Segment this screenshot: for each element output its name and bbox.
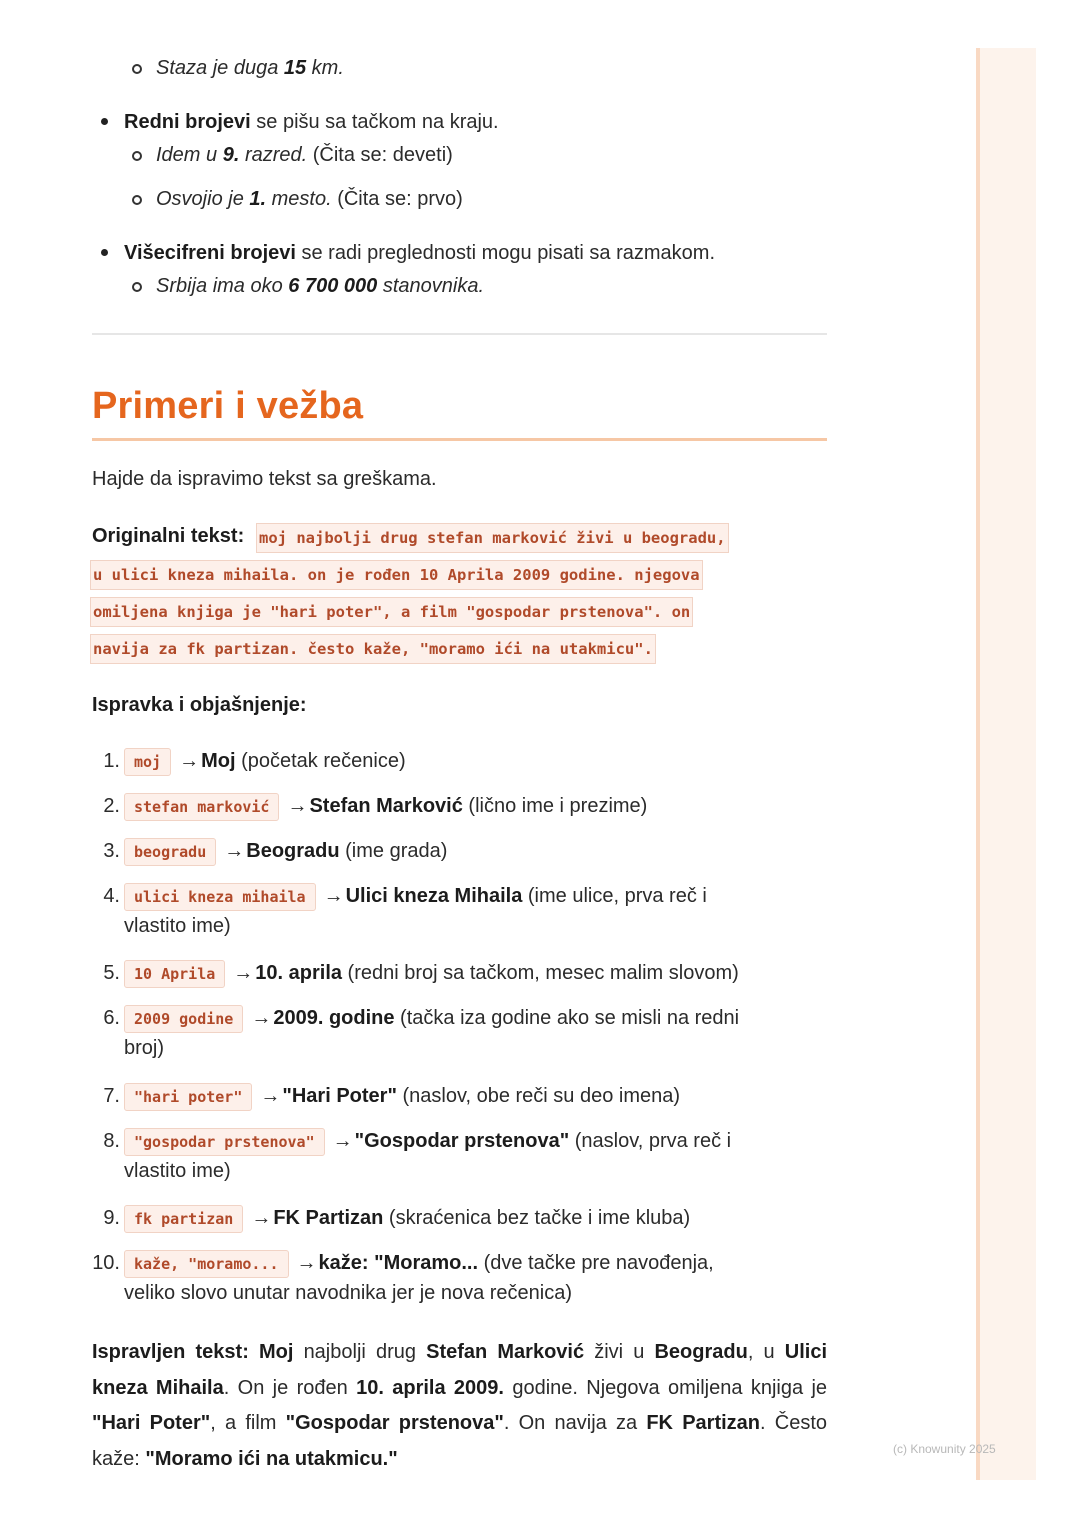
original-line-4: navija za fk partizan. često kaže, "moramo ići na utakmicu". xyxy=(90,634,656,664)
correct-text: FK Partizan xyxy=(273,1207,384,1229)
list-item xyxy=(103,836,824,866)
label: Originalni tekst: xyxy=(92,525,245,547)
explanation-cont: broj) xyxy=(124,1037,165,1059)
text: Srbija ima oko xyxy=(156,275,289,297)
explanation: (skraćenica bez tačke i ime kluba) xyxy=(383,1207,691,1229)
fixed-bold: Stefan Marković xyxy=(426,1341,585,1363)
item-number: 9. xyxy=(103,1207,120,1229)
arrow-icon: → xyxy=(179,750,200,772)
fixed-text: najbolji drug xyxy=(293,1341,427,1363)
correct-text: Moj xyxy=(201,750,236,772)
sub-bullet-srbija xyxy=(156,271,484,301)
sub-bullet-osvojio xyxy=(156,184,463,214)
text: Idem u xyxy=(156,144,223,166)
list-item xyxy=(103,791,824,821)
wrong-code: "gospodar prstenova" xyxy=(124,1128,325,1156)
explanation-cont: veliko slovo unutar navodnika jer je nova rečenica) xyxy=(124,1282,573,1304)
bullet-term: Redni brojevi xyxy=(124,111,251,133)
list-item xyxy=(103,1081,824,1111)
list-item xyxy=(92,1248,824,1308)
arrow-icon: → xyxy=(287,795,308,817)
label: Ispravka i objašnjenje: xyxy=(92,694,307,716)
fixed-text: godine. Njegova omiljena knjiga je xyxy=(503,1376,828,1399)
wrong-code: ulici kneza mihaila xyxy=(124,883,316,911)
divider xyxy=(92,333,827,335)
fixed-text-paragraph xyxy=(92,1335,827,1477)
text: mesto. xyxy=(266,188,332,210)
bullet-term: Višecifreni brojevi xyxy=(124,242,296,264)
bullet-redni-brojevi xyxy=(124,107,499,137)
wrong-code: fk partizan xyxy=(124,1205,243,1233)
fixed-text: . Često kaže: xyxy=(92,1412,828,1470)
correct-text: kaže: "Moramo... xyxy=(318,1252,479,1274)
arrow-icon: → xyxy=(251,1007,272,1029)
explanation: (redni broj sa tačkom, mesec malim slovom) xyxy=(342,962,739,984)
fixed-bold: FK Partizan xyxy=(646,1412,761,1434)
arrow-icon: → xyxy=(251,1207,272,1229)
fixed-text: . On je rođen xyxy=(223,1376,357,1399)
correct-text: "Gospodar prstenova" xyxy=(354,1130,570,1152)
section-title: Primeri i vežba xyxy=(92,385,364,427)
correct-text: Beogradu xyxy=(246,840,340,862)
intro-text: Hajde da ispravimo tekst sa greškama. xyxy=(92,468,437,490)
explanation: (početak rečenice) xyxy=(235,750,406,772)
fixed-text: . On navija za xyxy=(503,1412,647,1434)
text: Osvojio je xyxy=(156,188,250,210)
explanation-cont: vlastito ime) xyxy=(124,915,231,937)
list-item xyxy=(103,1126,824,1186)
wrong-code: beogradu xyxy=(124,838,216,866)
sub-bullet-staza xyxy=(156,53,344,83)
fixed-bold: Moj xyxy=(259,1341,294,1363)
text: Staza je duga xyxy=(156,57,284,79)
sub-bullet-idem xyxy=(156,140,453,170)
list-item xyxy=(103,746,824,776)
item-number: 1. xyxy=(103,750,120,772)
note: (Čita se: deveti) xyxy=(307,144,453,166)
fixed-text: , a film xyxy=(210,1412,286,1434)
correct-text: 10. aprila xyxy=(255,962,342,984)
correct-text: 2009. godine xyxy=(273,1007,395,1029)
fixed-bold: "Gospodar prstenova" xyxy=(285,1412,504,1434)
fixed-bold: "Moramo ići na utakmicu." xyxy=(145,1447,398,1470)
fixed-bold: Ulici kneza Mihaila xyxy=(92,1341,828,1399)
side-panel xyxy=(976,48,1036,1480)
wrong-code: kaže, "moramo... xyxy=(124,1250,289,1278)
bold-number: 1. xyxy=(249,188,267,210)
explanation-cont: vlastito ime) xyxy=(124,1160,231,1182)
title-underline xyxy=(92,438,827,441)
list-item xyxy=(103,881,824,941)
note: (Čita se: prvo) xyxy=(331,188,463,210)
arrow-icon: → xyxy=(332,1130,353,1152)
explanation: (ime grada) xyxy=(339,840,448,862)
text: razred. xyxy=(239,144,308,166)
wrong-code: stefan marković xyxy=(124,793,279,821)
bullet-text: se pišu sa tačkom na kraju. xyxy=(250,111,499,133)
bold-number: 15 xyxy=(283,57,307,79)
explanation: (naslov, prva reč i xyxy=(569,1130,732,1152)
fixed-bold: 10. aprila 2009. xyxy=(356,1376,504,1399)
explanation: (tačka iza godine ako se misli na redni xyxy=(394,1007,740,1029)
explanation: (naslov, obe reči su deo imena) xyxy=(396,1085,681,1107)
bullet-text: se radi preglednosti mogu pisati sa razmakom. xyxy=(295,242,716,264)
corrections-label xyxy=(92,690,307,720)
fixed-text: živi u xyxy=(584,1341,655,1363)
wrong-code: moj xyxy=(124,748,171,776)
original-label xyxy=(92,521,244,551)
item-number: 3. xyxy=(103,840,120,862)
list-item xyxy=(103,958,824,988)
wrong-code: 2009 godine xyxy=(124,1005,243,1033)
item-number: 8. xyxy=(103,1130,120,1152)
label: Ispravljen tekst: xyxy=(92,1341,249,1363)
arrow-icon: → xyxy=(224,840,245,862)
wrong-code: 10 Aprila xyxy=(124,960,225,988)
bold-number: 6 700 000 xyxy=(288,275,378,297)
watermark: (c) Knowunity 2025 xyxy=(893,1442,996,1456)
list-item xyxy=(103,1203,824,1233)
fixed-text: , u xyxy=(747,1341,785,1363)
item-number: 6. xyxy=(103,1007,120,1029)
item-number: 5. xyxy=(103,962,120,984)
explanation: (ime ulice, prva reč i xyxy=(522,885,707,907)
correct-text: Ulici kneza Mihaila xyxy=(345,885,523,907)
fixed-bold: "Hari Poter" xyxy=(92,1412,211,1434)
wrong-code: "hari poter" xyxy=(124,1083,252,1111)
item-number: 2. xyxy=(103,795,120,817)
arrow-icon: → xyxy=(233,962,254,984)
bullet-visecifreni xyxy=(124,238,715,268)
original-line-1: moj najbolji drug stefan marković živi u beogradu, xyxy=(256,523,729,553)
item-number: 7. xyxy=(103,1085,120,1107)
bold-number: 9. xyxy=(222,144,240,166)
text: km. xyxy=(306,57,344,79)
correct-text: Stefan Marković xyxy=(309,795,463,817)
original-line-2: u ulici kneza mihaila. on je rođen 10 Aprila 2009 godine. njegova xyxy=(90,560,703,590)
explanation: (lično ime i prezime) xyxy=(462,795,648,817)
correct-text: "Hari Poter" xyxy=(282,1085,397,1107)
arrow-icon: → xyxy=(323,885,344,907)
original-line-3: omiljena knjiga je "hari poter", a film "gospodar prstenova". on xyxy=(90,597,693,627)
explanation: (dve tačke pre navođenja, xyxy=(478,1252,714,1274)
list-item xyxy=(103,1003,824,1063)
fixed-bold: Beogradu xyxy=(654,1341,748,1363)
item-number: 4. xyxy=(103,885,120,907)
arrow-icon: → xyxy=(296,1252,317,1274)
arrow-icon: → xyxy=(260,1085,281,1107)
item-number: 10. xyxy=(92,1252,120,1274)
text: stanovnika. xyxy=(377,275,484,297)
